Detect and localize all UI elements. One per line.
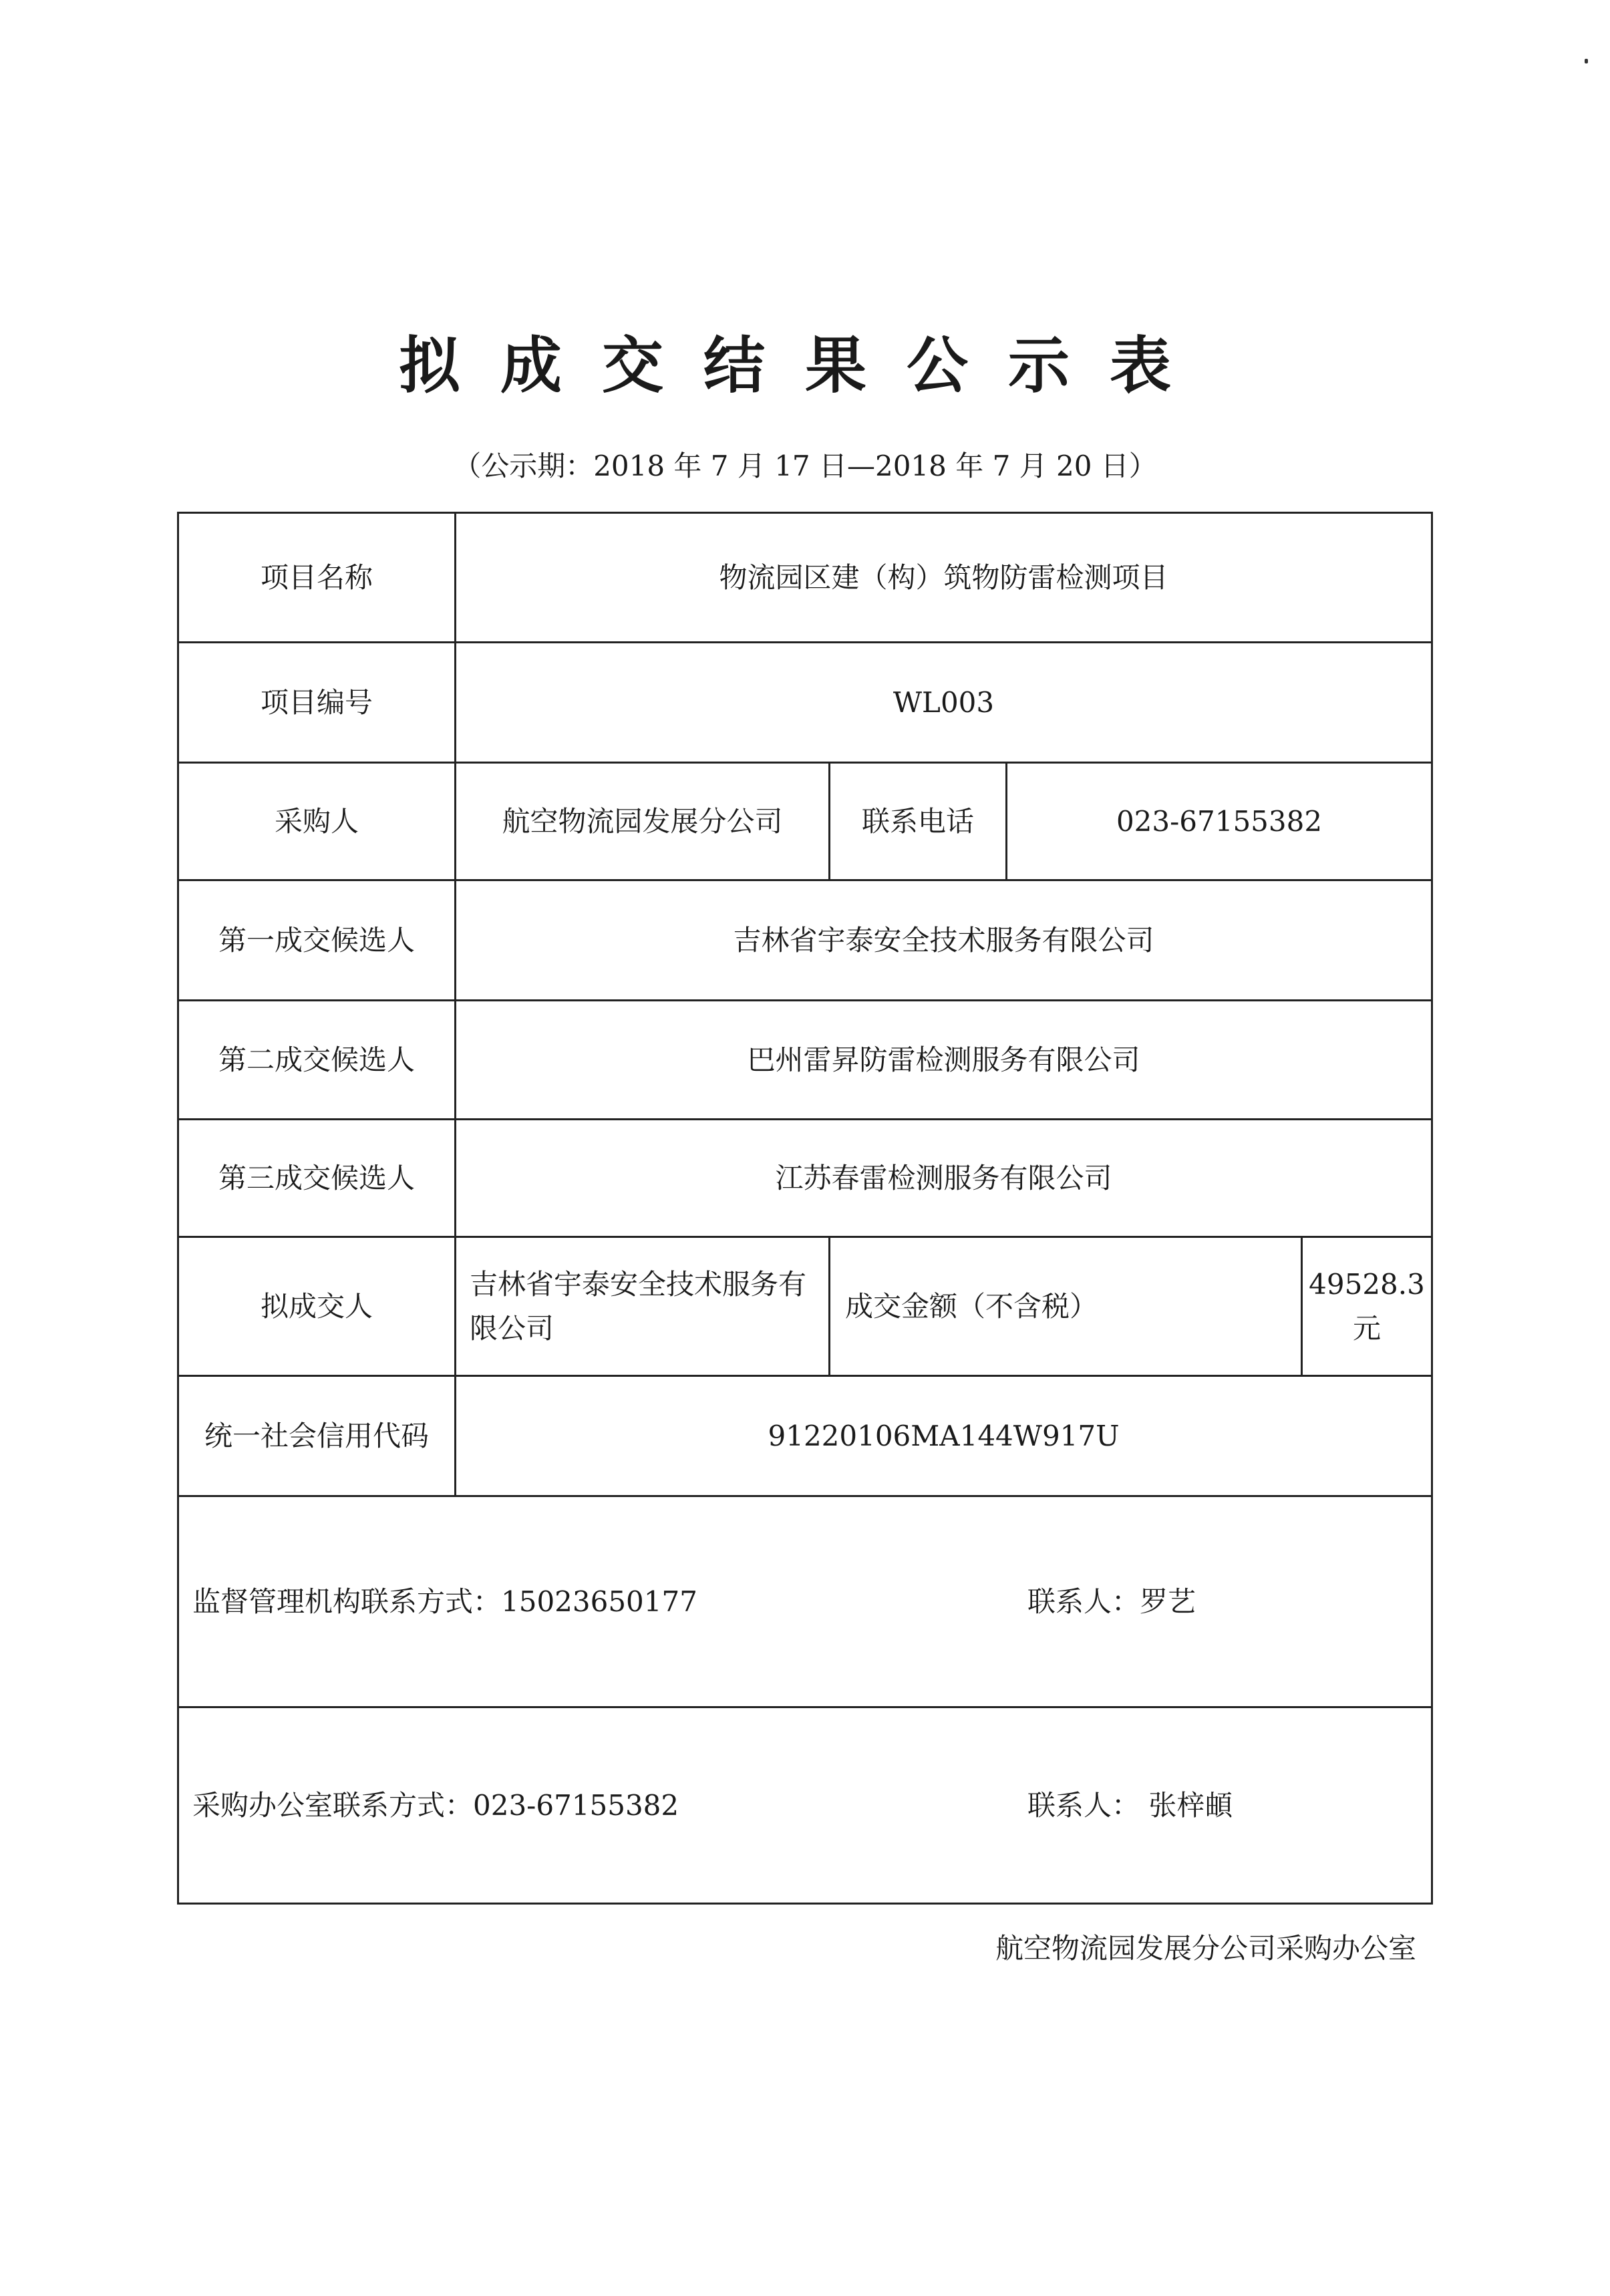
credit-code-label: 统一社会信用代码	[178, 1376, 456, 1496]
proposed-winner-value: 吉林省宇泰安全技术服务有限公司	[456, 1237, 830, 1376]
supervision-contact: 监督管理机构联系方式：15023650177	[192, 1585, 697, 1618]
document-title: 拟成交结果公示表	[398, 330, 1211, 401]
credit-code-value: 91220106MA144W917U	[456, 1376, 1432, 1496]
purchaser-value: 航空物流园发展分公司	[456, 763, 830, 880]
row-first-candidate	[178, 880, 1432, 1001]
project-name-value: 物流园区建（构）筑物防雷检测项目	[456, 513, 1432, 643]
procurement-office-cell	[178, 1707, 1432, 1904]
publicity-period: （公示期：2018 年 7 月 17 日—2018 年 7 月 20 日）	[453, 450, 1157, 482]
amount-value: 49528.3 元	[1302, 1237, 1432, 1376]
proposed-winner-label: 拟成交人	[178, 1237, 456, 1376]
phone-value: 023-67155382	[1007, 763, 1432, 880]
second-candidate-label: 第二成交候选人	[178, 1001, 456, 1120]
row-second-candidate	[178, 1001, 1432, 1120]
row-supervision	[178, 1496, 1432, 1707]
row-project-code	[178, 643, 1432, 763]
third-candidate-label: 第三成交候选人	[178, 1120, 456, 1237]
procurement-office-contact: 采购办公室联系方式：023-67155382	[192, 1788, 679, 1822]
project-code-label: 项目编号	[178, 643, 456, 763]
project-name-label: 项目名称	[178, 513, 456, 643]
supervision-cell	[178, 1496, 1432, 1707]
row-proposed-winner	[178, 1237, 1432, 1376]
row-procurement-office	[178, 1707, 1432, 1904]
supervision-person: 联系人：罗艺	[1027, 1585, 1196, 1618]
row-purchaser	[178, 763, 1432, 880]
project-code-value: WL003	[456, 643, 1432, 763]
row-credit-code	[178, 1376, 1432, 1496]
row-third-candidate	[178, 1120, 1432, 1237]
first-candidate-label: 第一成交候选人	[178, 880, 456, 1001]
third-candidate-value: 江苏春雷检测服务有限公司	[456, 1120, 1432, 1237]
procurement-office-person: 联系人： 张梓頔	[1027, 1788, 1233, 1822]
row-project-name	[178, 513, 1432, 643]
phone-label: 联系电话	[830, 763, 1007, 880]
scan-speck	[1585, 59, 1588, 63]
result-table	[177, 512, 1433, 1905]
second-candidate-value: 巴州雷昇防雷检测服务有限公司	[456, 1001, 1432, 1120]
purchaser-label: 采购人	[178, 763, 456, 880]
first-candidate-value: 吉林省宇泰安全技术服务有限公司	[456, 880, 1432, 1001]
amount-label: 成交金额（不含税）	[830, 1237, 1302, 1376]
issuer-signature: 航空物流园发展分公司采购办公室	[995, 1932, 1416, 1965]
